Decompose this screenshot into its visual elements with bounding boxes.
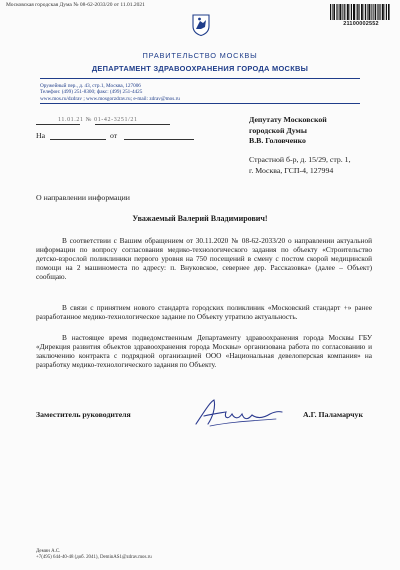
letter-subject: О направлении информации	[36, 193, 130, 202]
paragraph-1: В соответствии с Вашим обращением от 30.11.2020 № 08-62-2033/20 о направлении актуальной информации по вопросу согласования медико-технологического задания по объекту «Строительство детско-взрослой поликлиники первого уровня на 750 посещений в смену с постом скорой медицинской помощи на 2 машиноместа по адресу: п. Внуковское, северн​ее дер. Рассказовка» (далее – Объект) сообщаю.	[36, 236, 372, 281]
in-reply-date-label: от	[110, 131, 118, 140]
address-divider	[40, 103, 360, 104]
executor-block	[36, 549, 152, 561]
executor-contacts: +7(495) 644-40-48 (доб. 2041), DeminAS1@zdrav.mos.ru	[36, 555, 152, 560]
paragraph-3: В настоящее время подведомственным Департаменту здравоохранения города Москвы ГБУ «Дирекция развития объектов здравоохранения города Москвы» организована работа по согласованию и заключению контракта с подрядной организацией ООО «Национальная девелоперская компания» на разработку медико-технологического задания по Объекту.	[36, 333, 372, 369]
outgoing-number-stamp: 11.01.21 № 01-42-3251/21	[58, 117, 138, 123]
government-title: ПРАВИТЕЛЬСТВО МОСКВЫ	[142, 51, 258, 60]
address-line-1: Оружейный пер., д. 43, стр.1, Москва, 127006	[40, 83, 141, 89]
recipient-address-2: г. Москва, ГСП-4, 127994	[249, 165, 334, 175]
executor-name: Демин А.С.	[36, 549, 61, 554]
moscow-emblem-icon	[191, 14, 211, 36]
department-title: ДЕПАРТАМЕНТ ЗДРАВООХРАНЕНИЯ ГОРОДА МОСКВЫ	[91, 64, 309, 73]
signer-name: А.Г. Паламарчук	[303, 410, 363, 419]
address-line-2: Телефон: (499) 251-8300; факс: (499) 251-4425	[40, 89, 143, 95]
header-divider	[40, 78, 360, 79]
handwritten-signature	[190, 394, 285, 432]
letter-body	[36, 237, 372, 282]
registration-stamp: Московская городская Дума № 08-62-2033/20 от 11.01.2021	[6, 2, 145, 8]
paragraph-2: В связи с принятием нового стандарта городских поликлиник «Московский стандарт +» ранее разработанное медико-технологическое задание по Объекту утратило актуальность.	[36, 303, 372, 321]
address-line-3: www.mos.ru/dzdrav ; www.mosgorzdrav.ru; e-mail: zdrav@mos.ru	[40, 96, 180, 102]
salutation: Уважаемый Валерий Владимирович!	[132, 214, 268, 223]
recipient-address	[249, 155, 351, 176]
outgoing-date-line	[36, 124, 80, 125]
in-reply-date-line	[124, 139, 194, 140]
barcode	[330, 4, 390, 20]
in-reply-label: На	[36, 131, 46, 140]
barcode-number: 21100002552	[343, 21, 379, 27]
in-reply-number-line	[50, 139, 106, 140]
recipient-line-1: Депутату Московской	[249, 115, 327, 124]
letter-body-3	[36, 334, 372, 370]
letter-body-2	[36, 304, 372, 322]
recipient-name: В.В. Головченко	[249, 136, 306, 145]
recipient-block	[249, 115, 327, 147]
recipient-address-1: Страстной б-р, д. 15/29, стр. 1,	[249, 155, 351, 164]
signer-role: Заместитель руководителя	[36, 410, 131, 419]
recipient-line-2: городской Думы	[249, 125, 307, 135]
outgoing-number-line	[95, 124, 170, 125]
